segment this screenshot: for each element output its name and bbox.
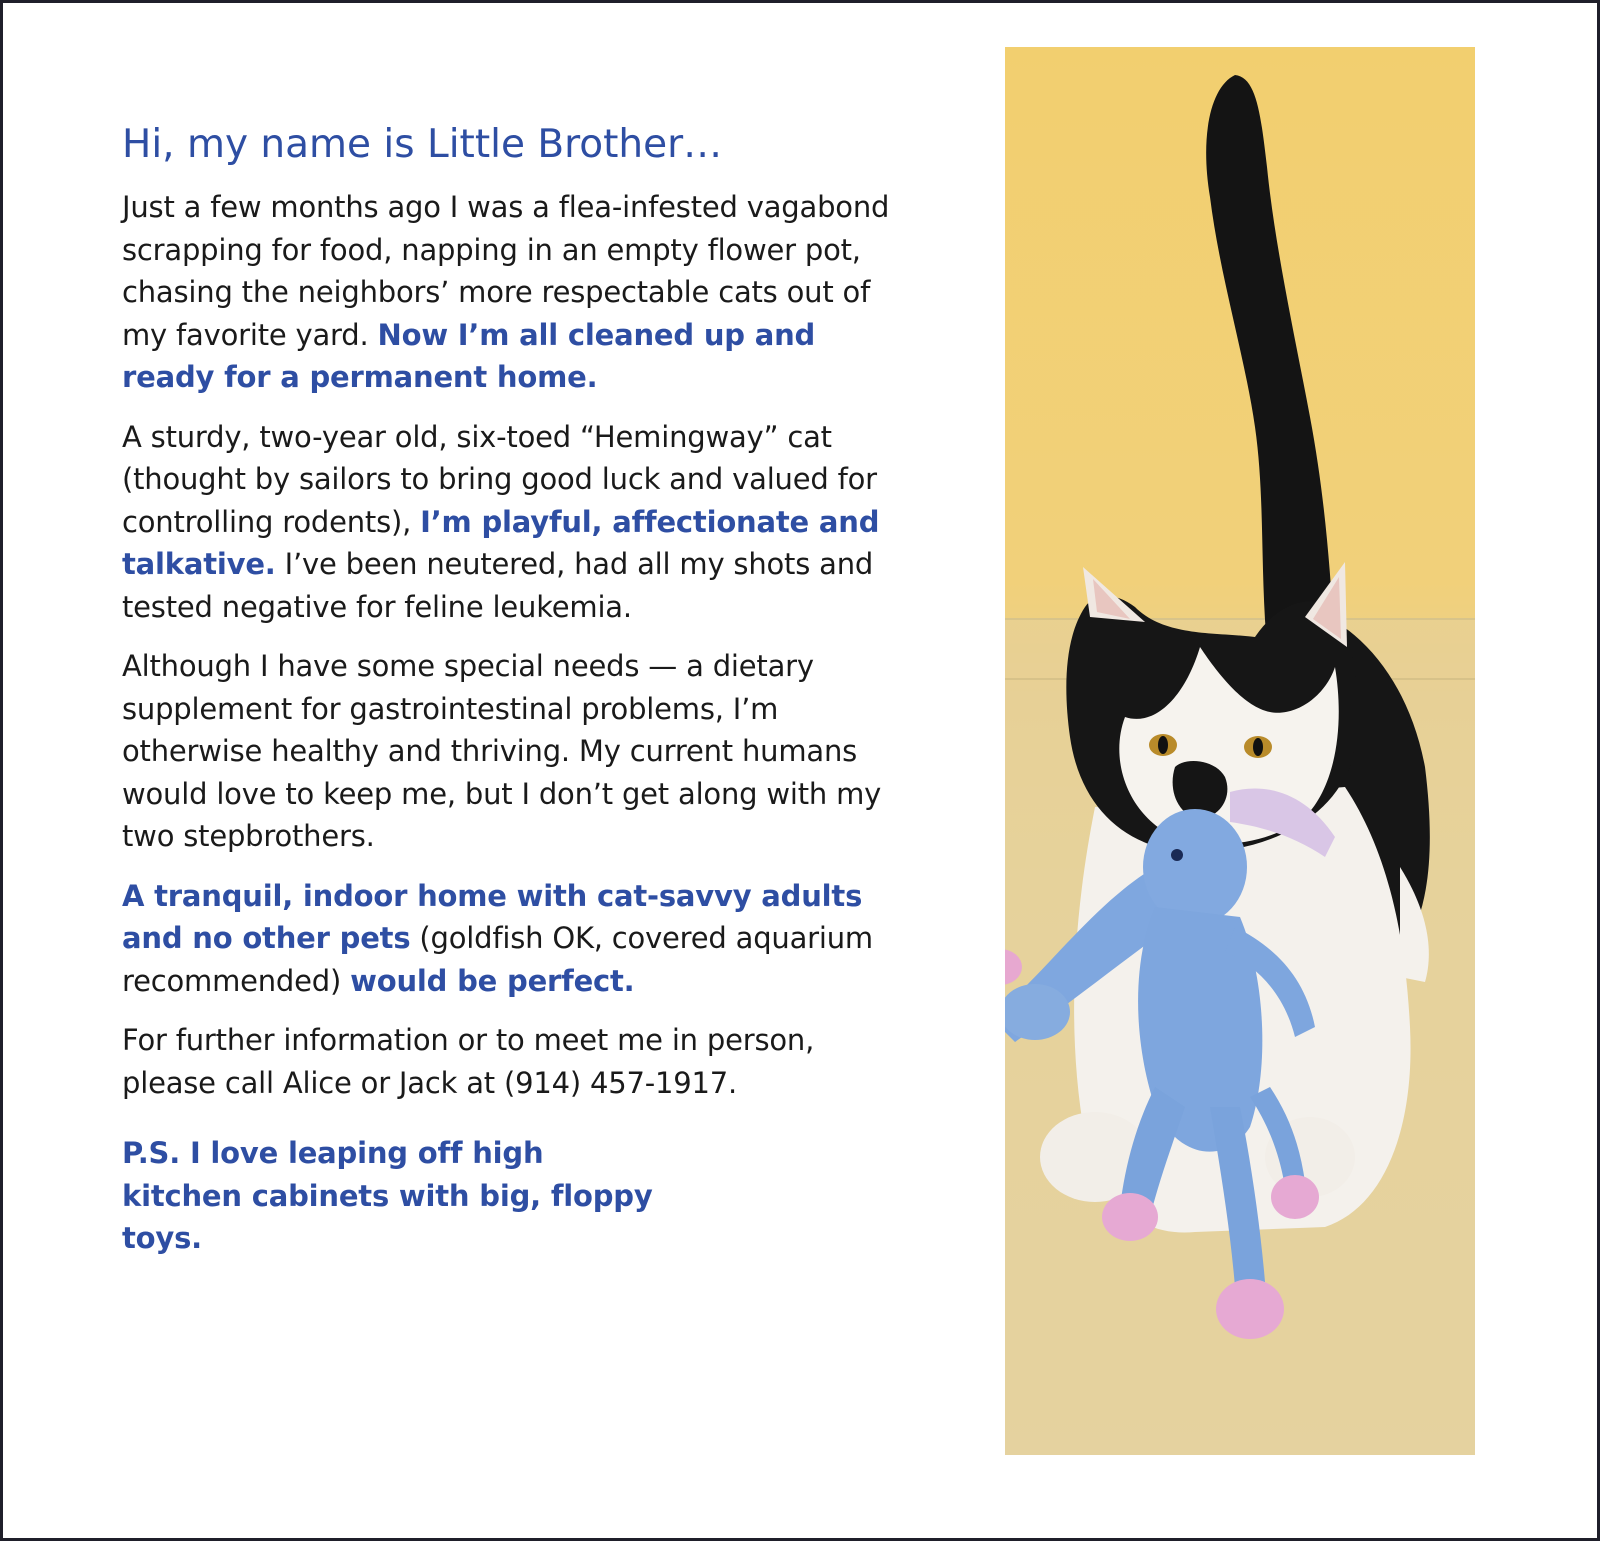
contact-paragraph xyxy=(122,1019,907,1104)
home-paragraph xyxy=(122,875,907,1003)
flyer-text-column xyxy=(122,116,907,1277)
description-highlight: I’m playful, affectionate and talkative. xyxy=(122,504,880,581)
intro-highlight: Now I’m all cleaned up and ready for a permanent home. xyxy=(122,317,816,394)
intro-text: Just a few months ago I was a flea-infested vagabond scrapping for food, napping in an empty flower pot, chasing the neighbors’ more respectable cats out of my favorite yard. xyxy=(122,190,890,352)
postscript-text: P.S. I love leaping off high kitchen cabinets with big, floppy toys. xyxy=(122,1136,653,1255)
health-text: Although I have some special needs — a dietary supplement for gastrointestinal problems, I’m otherwise healthy and thriving. My current humans would love to keep me, but I don’t get along with my two stepbrothers. xyxy=(122,649,882,853)
cat-with-blue-toy-photo-icon xyxy=(1005,47,1475,1455)
home-text: (goldfish OK, covered aquarium recommended) xyxy=(122,921,873,998)
cat-photo xyxy=(1005,47,1475,1455)
description-text-b: I’ve been neutered, had all my shots and tested negative for feline leukemia. xyxy=(122,547,874,624)
intro-paragraph xyxy=(122,186,907,399)
description-text-a: A sturdy, two-year old, six-toed “Hemingway” cat (thought by sailors to bring good luck and valued for controlling rodents), xyxy=(122,419,877,539)
postscript xyxy=(122,1132,662,1260)
page-title: Hi, my name is Little Brother… xyxy=(122,122,723,167)
home-highlight-b: would be perfect. xyxy=(350,963,635,998)
home-highlight-a: A tranquil, indoor home with cat-savvy adults and no other pets xyxy=(122,878,863,955)
contact-text: For further information or to meet me in person, please call Alice or Jack at (914) 457-1917. xyxy=(122,1023,815,1100)
health-paragraph xyxy=(122,645,907,858)
description-paragraph xyxy=(122,416,907,629)
